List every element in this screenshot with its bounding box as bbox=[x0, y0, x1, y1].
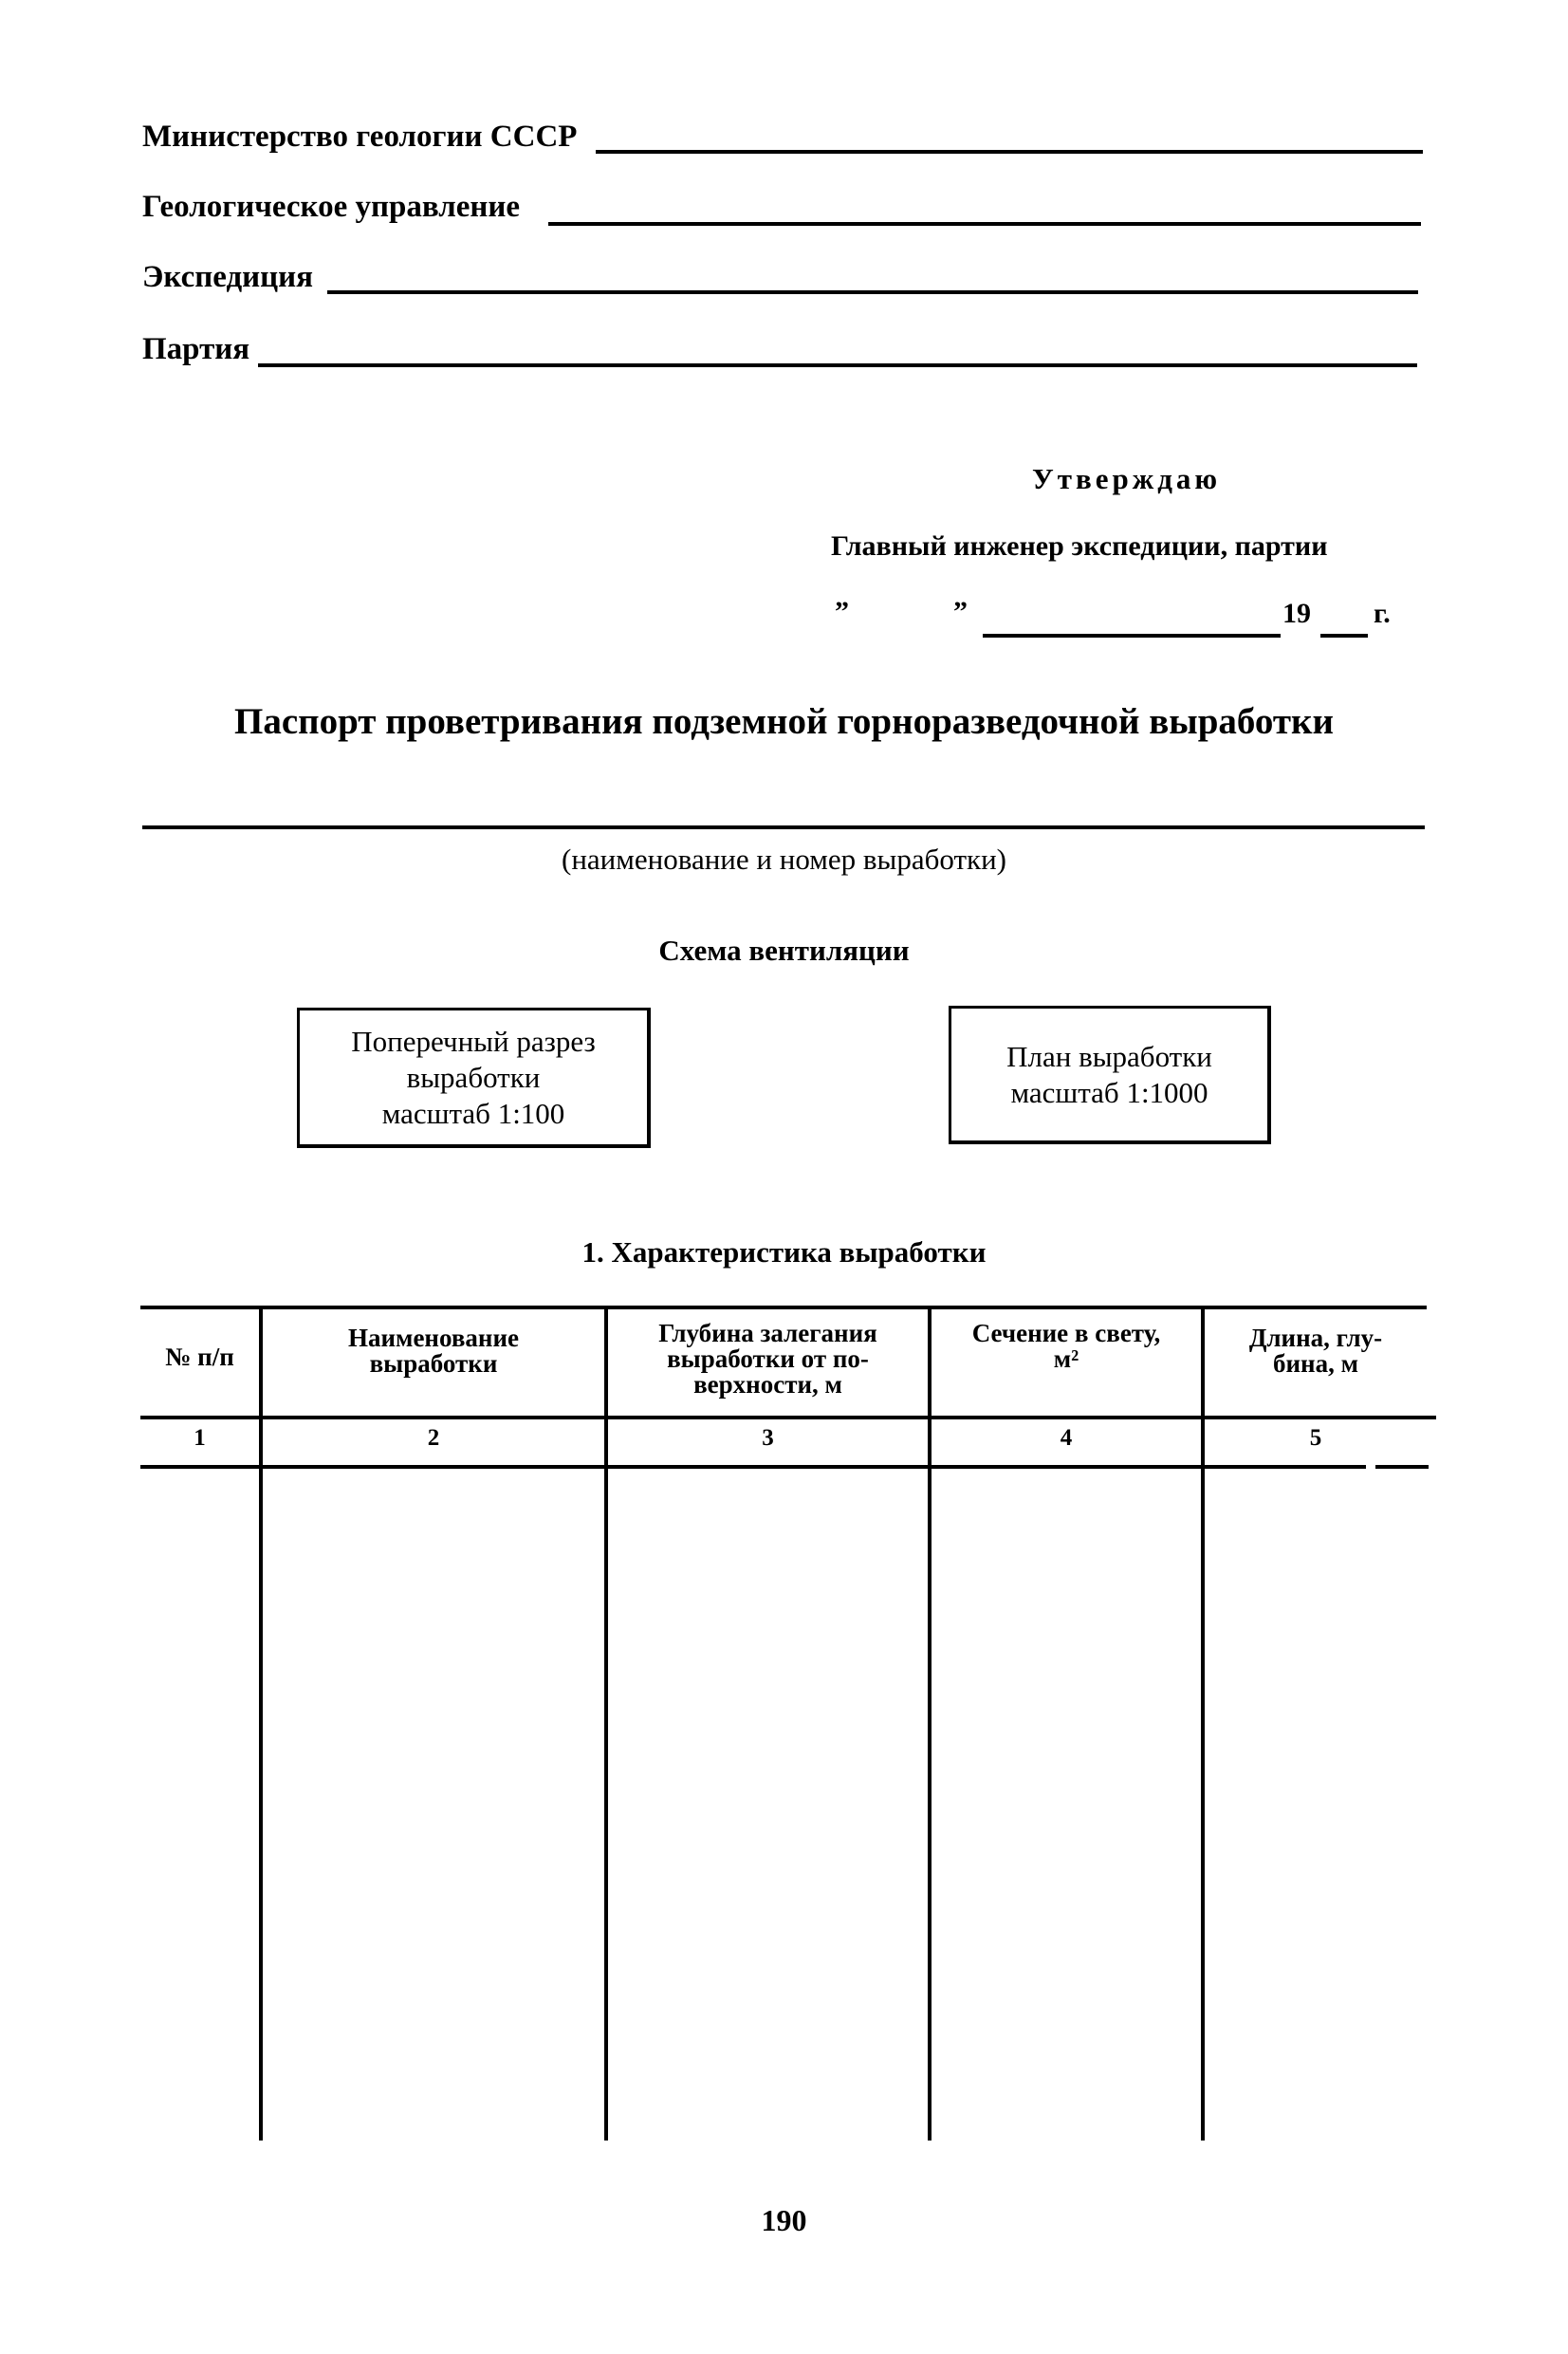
approval-quote-close: ” bbox=[953, 596, 968, 627]
directorate-field[interactable] bbox=[548, 222, 1421, 226]
approval-quote-open: ” bbox=[835, 596, 849, 627]
page-number: 190 bbox=[761, 2203, 807, 2237]
column-header-line: бина, м bbox=[1272, 1349, 1358, 1378]
working-name-caption: (наименование и номер выработки) bbox=[562, 843, 1006, 876]
ministry-label: Министерство геологии СССР bbox=[142, 120, 578, 154]
table-header-rule bbox=[140, 1416, 1436, 1419]
table-top-rule bbox=[140, 1306, 1427, 1309]
approval-year-suffix: г. bbox=[1374, 598, 1391, 629]
column-header-line: выработки от по- bbox=[667, 1344, 869, 1373]
approval-year-field[interactable] bbox=[1320, 634, 1368, 638]
column-number: 4 bbox=[1060, 1425, 1073, 1451]
column-number: 2 bbox=[427, 1425, 440, 1451]
column-header bbox=[932, 1321, 1201, 1372]
column-header bbox=[608, 1321, 928, 1398]
approval-title: Утверждаю bbox=[1032, 462, 1222, 495]
ministry-field[interactable] bbox=[596, 150, 1423, 154]
column-header-line: Глубина залегания bbox=[658, 1319, 877, 1347]
expedition-label: Экспедиция bbox=[142, 260, 314, 294]
table-numbers-rule bbox=[140, 1465, 1366, 1469]
cross-section-line: масштаб 1:100 bbox=[381, 1096, 565, 1130]
column-header-line: м² bbox=[1053, 1344, 1079, 1373]
plan-line: масштаб 1:1000 bbox=[1010, 1075, 1208, 1109]
column-header bbox=[1205, 1325, 1427, 1377]
cross-section-line: выработки bbox=[406, 1060, 541, 1094]
approval-position: Главный инженер экспедиции, партии bbox=[831, 530, 1328, 562]
party-field[interactable] bbox=[258, 363, 1417, 367]
column-header bbox=[263, 1325, 604, 1377]
table-numbers-rule-end bbox=[1375, 1465, 1429, 1469]
approval-year-prefix: 19 bbox=[1282, 598, 1311, 629]
directorate-label: Геологическое управление bbox=[142, 190, 521, 224]
cross-section-box bbox=[297, 1008, 651, 1148]
plan-line: План выработки bbox=[1006, 1039, 1212, 1073]
party-label: Партия bbox=[142, 332, 250, 366]
column-header-line: выработки bbox=[369, 1349, 498, 1378]
scheme-title: Схема вентиляции bbox=[658, 934, 910, 967]
approval-date-field[interactable] bbox=[983, 634, 1281, 638]
column-header bbox=[140, 1344, 259, 1370]
expedition-field[interactable] bbox=[327, 290, 1418, 294]
working-name-field[interactable] bbox=[142, 825, 1425, 829]
section1-title: 1. Характеристика выработки bbox=[581, 1235, 987, 1269]
cross-section-line: Поперечный разрез bbox=[351, 1024, 596, 1058]
column-header-line: Длина, глу- bbox=[1248, 1324, 1383, 1352]
document-title: Паспорт проветривания подземной горноразведочной выработки bbox=[234, 701, 1334, 742]
column-number: 5 bbox=[1309, 1425, 1322, 1451]
column-header-line: верхности, м bbox=[693, 1370, 842, 1399]
column-number: 1 bbox=[194, 1425, 206, 1451]
column-header-line: Сечение в свету, bbox=[971, 1319, 1161, 1347]
column-header-line: № п/п bbox=[165, 1343, 234, 1371]
column-number: 3 bbox=[762, 1425, 774, 1451]
column-header-line: Наименование bbox=[348, 1324, 519, 1352]
plan-box bbox=[949, 1006, 1271, 1144]
